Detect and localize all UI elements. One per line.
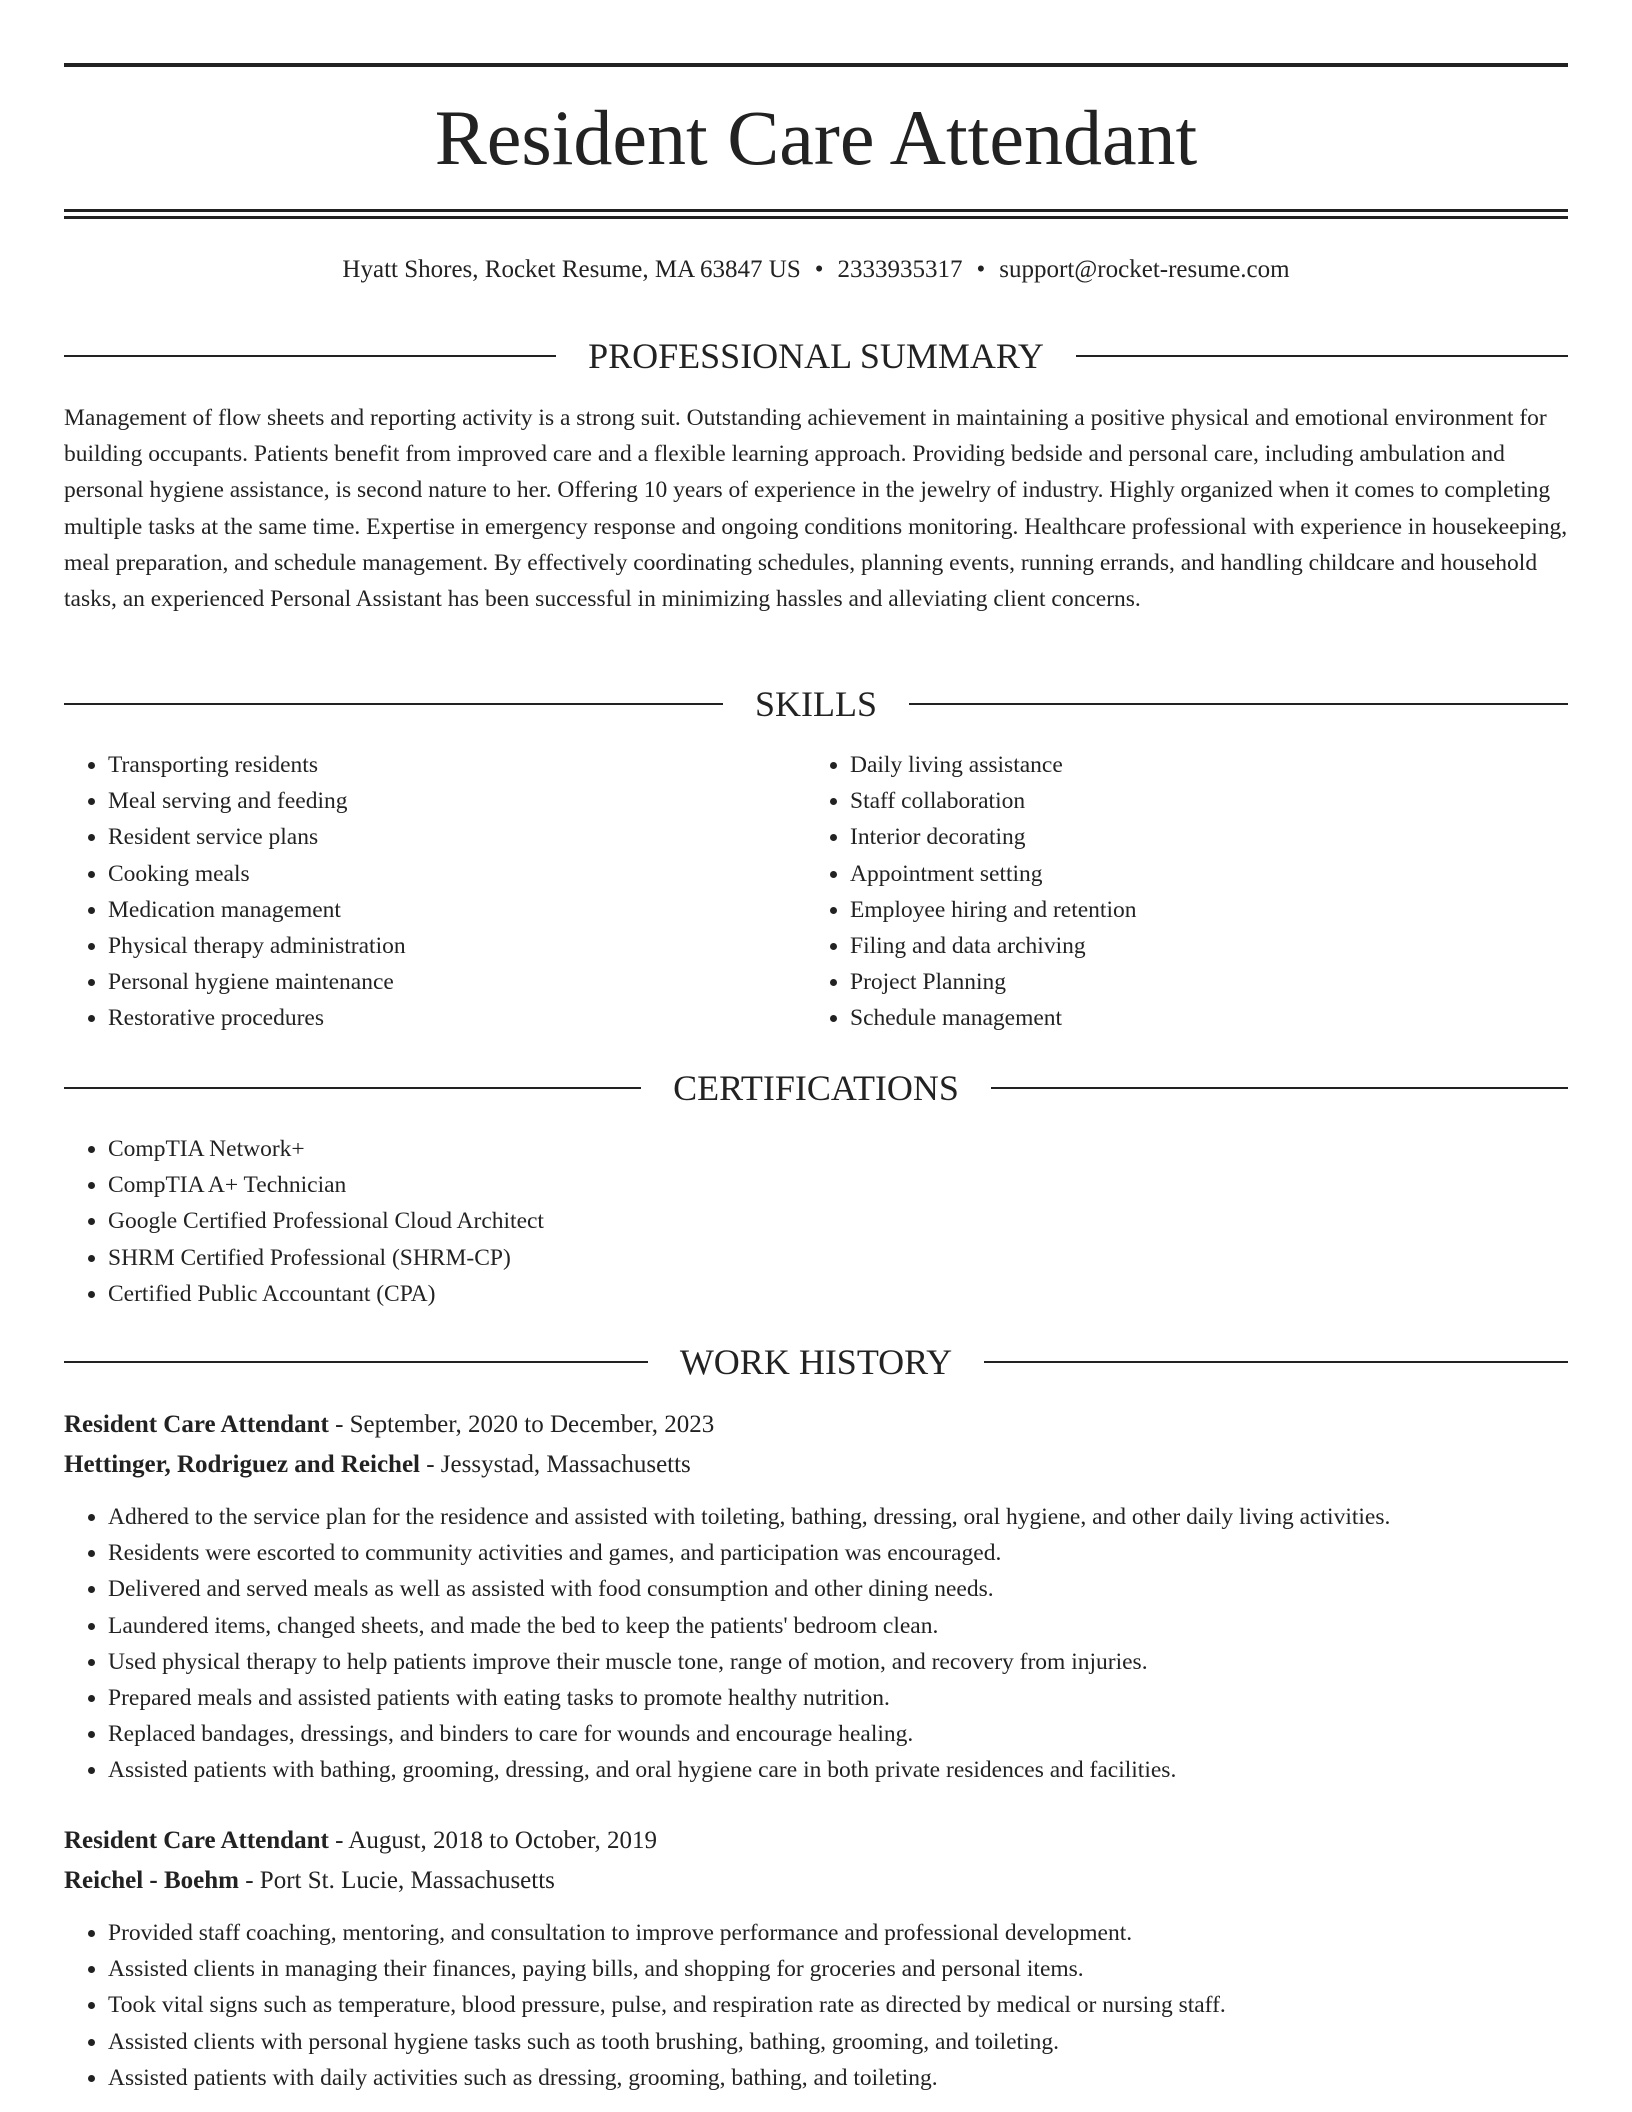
heading-rule-right <box>909 703 1568 705</box>
job-bullet: • Residents were escorted to community activities and games, and participation was encouraged. <box>108 1535 1608 1571</box>
job-bullet: • Took vital signs such as temperature, blood pressure, pulse, and respiration rate as directed by medical or nursing staff. <box>108 1987 1608 2023</box>
job-location: - Port St. Lucie, Massachusetts <box>238 1867 555 1894</box>
skill-item: • Interior decorating <box>850 819 1550 855</box>
header-double-rule-lower <box>64 216 1568 219</box>
skill-item: • Project Planning <box>850 964 1550 1000</box>
skill-item: • Appointment setting <box>850 856 1550 892</box>
skill-item: • Medication management <box>108 892 808 928</box>
heading-rule-left <box>64 1361 648 1363</box>
job-bullet: • Assisted clients with personal hygiene tasks such as tooth brushing, bathing, grooming, and toileting. <box>108 2024 1608 2060</box>
certification-item: • Google Certified Professional Cloud Architect <box>108 1203 1508 1239</box>
heading-rule-right <box>984 1361 1568 1363</box>
job-title-line <box>64 1405 1568 1445</box>
heading-rule-left <box>64 703 723 705</box>
job-dates: - August, 2018 to October, 2019 <box>328 1827 657 1854</box>
skills-list-right <box>806 747 1550 1037</box>
job-bullet: • Assisted patients with daily activities such as dressing, grooming, bathing, and toileting. <box>108 2060 1608 2096</box>
heading-rule-left <box>64 1087 641 1089</box>
summary-text: Management of flow sheets and reporting activity is a strong suit. Outstanding achievement in maintaining a positive physical and emotional environment for building occupants. Patients benefit from improved care and a flexible learning approach. Providing bedside and personal care, including ambulation and personal hygiene assistance, is second nature to her. Offering 10 years of experience in the jewelry of industry. Highly organized when it comes to completing multiple tasks at the same time. Expertise in emergency response and ongoing conditions monitoring. Healthcare professional with experience in housekeeping, meal preparation, and schedule management. By effectively coordinating schedules, planning events, running errands, and handling childcare and household tasks, an experienced Personal Assistant has been successful in minimizing hassles and alleviating client concerns. <box>64 405 1568 613</box>
job-bullet: • Assisted patients with bathing, grooming, dressing, and oral hygiene care in both private residences and facilities. <box>108 1752 1608 1788</box>
job-bullet: • Assisted clients in managing their finances, paying bills, and shopping for groceries and personal items. <box>108 1951 1608 1987</box>
job-role: Resident Care Attendant <box>64 1411 329 1438</box>
job-company: Reichel - Boehm <box>64 1867 239 1894</box>
certification-item: • CompTIA Network+ <box>108 1131 1508 1167</box>
skill-item: • Schedule management <box>850 1000 1550 1036</box>
job-bullet: • Delivered and served meals as well as assisted with food consumption and other dining needs. <box>108 1571 1608 1607</box>
skill-item: • Daily living assistance <box>850 747 1550 783</box>
certification-item: • CompTIA A+ Technician <box>108 1167 1508 1203</box>
section-heading-summary <box>64 334 1568 378</box>
header-top-rule <box>64 63 1568 67</box>
header-double-rule-upper <box>64 209 1568 212</box>
skill-item: • Restorative procedures <box>108 1000 808 1036</box>
heading-rule-right <box>991 1087 1568 1089</box>
certification-item: • SHRM Certified Professional (SHRM-CP) <box>108 1240 1508 1276</box>
contact-email: support@rocket-resume.com <box>999 256 1290 283</box>
section-title: SKILLS <box>755 684 878 724</box>
contact-line <box>64 252 1568 288</box>
contact-phone: 2333935317 <box>837 256 963 283</box>
skill-item: • Filing and data archiving <box>850 928 1550 964</box>
section-title: WORK HISTORY <box>679 1342 953 1382</box>
job-bullet: • Provided staff coaching, mentoring, and consultation to improve performance and professional development. <box>108 1915 1608 1951</box>
skill-item: • Meal serving and feeding <box>108 783 808 819</box>
certification-item: • Certified Public Accountant (CPA) <box>108 1276 1508 1312</box>
job-company: Hettinger, Rodriguez and Reichel <box>64 1451 420 1478</box>
job-bullet: • Laundered items, changed sheets, and made the bed to keep the patients' bedroom clean. <box>108 1608 1608 1644</box>
job-bullet: • Adhered to the service plan for the residence and assisted with toileting, bathing, dressing, oral hygiene, and other daily living activities. <box>108 1499 1608 1535</box>
job-company-line <box>64 1861 1568 1901</box>
job-bullets <box>64 1915 1608 2096</box>
skill-item: • Cooking meals <box>108 856 808 892</box>
job-bullet: • Replaced bandages, dressings, and binders to care for wounds and encourage healing. <box>108 1716 1608 1752</box>
section-heading-work-history <box>64 1340 1568 1384</box>
candidate-name: Resident Care Attendant <box>434 94 1198 181</box>
job-bullet: • Used physical therapy to help patients improve their muscle tone, range of motion, and recovery from injuries. <box>108 1644 1608 1680</box>
section-heading-certifications <box>64 1066 1568 1110</box>
contact-separator: • <box>976 256 986 283</box>
section-title: CERTIFICATIONS <box>673 1068 959 1108</box>
job-title-line <box>64 1821 1568 1861</box>
heading-rule-left <box>64 355 556 357</box>
skills-list-left <box>64 747 808 1037</box>
heading-rule-right <box>1076 355 1568 357</box>
certifications-list <box>64 1131 1508 1312</box>
job-bullet: • Prepared meals and assisted patients with eating tasks to promote healthy nutrition. <box>108 1680 1608 1716</box>
contact-separator: • <box>814 256 824 283</box>
skill-item: • Transporting residents <box>108 747 808 783</box>
skill-item: • Physical therapy administration <box>108 928 808 964</box>
job-bullets <box>64 1499 1608 1789</box>
contact-address: Hyatt Shores, Rocket Resume, MA 63847 US <box>342 256 801 283</box>
job-role: Resident Care Attendant <box>64 1827 329 1854</box>
job-company-line <box>64 1445 1568 1485</box>
job-location: - Jessystad, Massachusetts <box>419 1451 691 1478</box>
job-dates: - September, 2020 to December, 2023 <box>328 1411 715 1438</box>
skill-item: • Resident service plans <box>108 819 808 855</box>
section-title: PROFESSIONAL SUMMARY <box>588 336 1044 376</box>
skill-item: • Employee hiring and retention <box>850 892 1550 928</box>
skill-item: • Personal hygiene maintenance <box>108 964 808 1000</box>
section-heading-skills <box>64 682 1568 726</box>
skill-item: • Staff collaboration <box>850 783 1550 819</box>
